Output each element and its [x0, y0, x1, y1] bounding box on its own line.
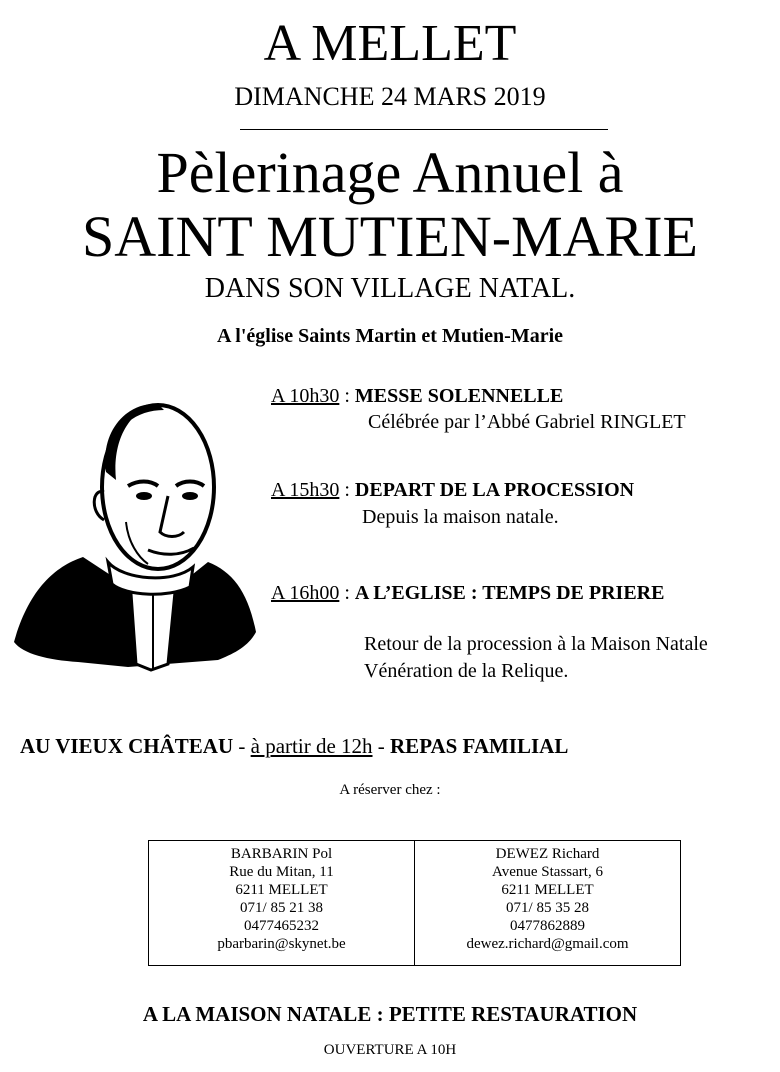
event-2-separator: : — [339, 479, 355, 501]
event-2-time: A 15h30 — [271, 479, 340, 501]
opening-time: OUVERTURE A 10H — [323, 1042, 457, 1058]
meal-title: REPAS FAMILIAL — [390, 734, 569, 758]
event-1-separator: : — [339, 385, 355, 407]
event-1-detail: Célébrée par l’Abbé Gabriel RINGLET — [368, 411, 686, 433]
event-2-header — [271, 477, 634, 503]
event-3-detail-1: Retour de la procession à la Maison Natale — [364, 633, 708, 655]
contact-email: dewez.richard@gmail.com — [466, 936, 629, 952]
event-3-separator: : — [339, 582, 355, 604]
contact-cell-barbarin — [149, 841, 414, 965]
subtitle: DANS SON VILLAGE NATAL. — [204, 273, 576, 304]
meal-dash-2: - — [372, 734, 391, 758]
event-3-header — [271, 580, 664, 606]
event-3-time: A 16h00 — [271, 582, 340, 604]
restauration-heading: A LA MAISON NATALE : PETITE RESTAURATION — [142, 1002, 638, 1026]
contact-street: Avenue Stassart, 6 — [492, 864, 603, 880]
church-name: A l'église Saints Martin et Mutien-Marie — [216, 325, 564, 347]
event-1-header — [271, 383, 563, 409]
event-3-title: A L’EGLISE : TEMPS DE PRIERE — [354, 582, 665, 604]
event-2-detail: Depuis la maison natale. — [362, 506, 559, 528]
contact-table — [148, 840, 681, 966]
contact-email: pbarbarin@skynet.be — [217, 936, 346, 952]
contact-name: DEWEZ Richard — [495, 846, 600, 862]
pilgrimage-title-line-1: Pèlerinage Annuel à — [156, 140, 624, 205]
contact-phone: 071/ 85 21 38 — [240, 900, 323, 916]
reservation-note: A réserver chez : — [339, 782, 441, 798]
divider — [240, 129, 608, 130]
contact-name: BARBARIN Pol — [230, 846, 333, 862]
meal-place: AU VIEUX CHÂTEAU — [20, 734, 234, 758]
contact-city: 6211 MELLET — [501, 882, 594, 898]
contact-mobile: 0477465232 — [244, 918, 319, 934]
event-2-title: DEPART DE LA PROCESSION — [354, 479, 635, 501]
pilgrimage-title-line-2: SAINT MUTIEN-MARIE — [82, 204, 698, 269]
contact-mobile: 0477862889 — [510, 918, 585, 934]
contact-cell-dewez — [414, 841, 680, 965]
event-3-detail-2: Vénération de la Relique. — [364, 660, 569, 682]
contact-phone: 071/ 85 35 28 — [506, 900, 589, 916]
event-1-title: MESSE SOLENNELLE — [354, 385, 564, 407]
meal-dash: - — [233, 734, 251, 758]
event-1-time: A 10h30 — [271, 385, 340, 407]
page-title: A MELLET — [263, 15, 517, 72]
meal-line — [20, 732, 568, 760]
saint-portrait-icon — [8, 392, 260, 682]
contact-street: Rue du Mitan, 11 — [229, 864, 334, 880]
contact-city: 6211 MELLET — [235, 882, 328, 898]
event-date: DIMANCHE 24 MARS 2019 — [234, 82, 546, 111]
meal-time: à partir de 12h — [250, 734, 373, 758]
